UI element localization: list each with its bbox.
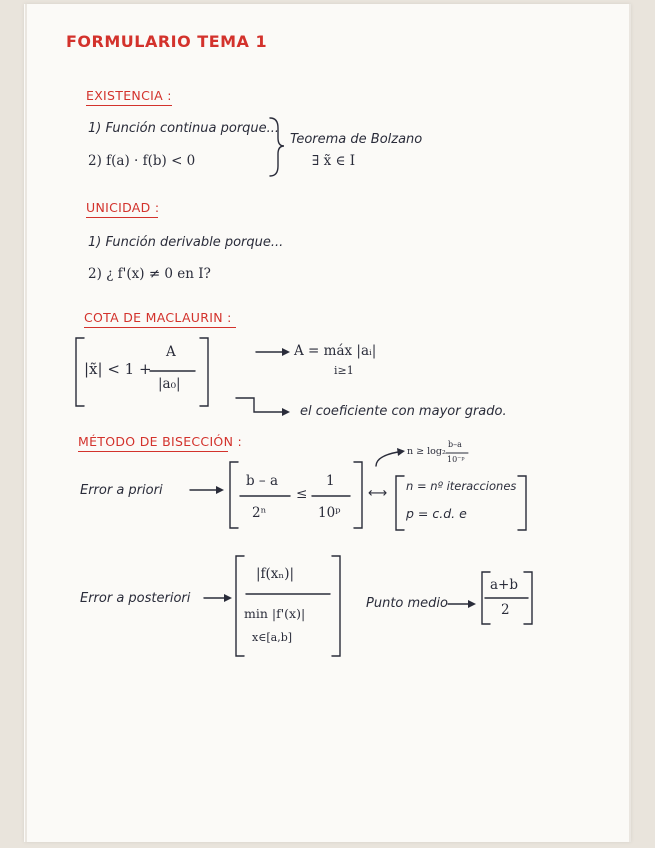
existencia-heading: EXISTENCIA : xyxy=(86,88,172,103)
existencia-item-1: 1) Función continua porque... xyxy=(88,121,280,136)
priori-arrow-head xyxy=(216,486,224,494)
maclaurin-numerator: A xyxy=(166,344,176,360)
n-formula-arrow-head xyxy=(397,448,405,456)
existencia-underline xyxy=(86,105,172,106)
niter-right-bracket xyxy=(518,476,526,530)
exists-x-in-i: ∃ x̃ ∈ I xyxy=(312,153,356,169)
unicidad-underline xyxy=(86,217,158,218)
error-posteriori-label: Error a posteriori xyxy=(80,591,191,606)
maclaurin-lhs: |x̃| < 1 + xyxy=(84,360,152,378)
posteriori-right-bracket xyxy=(332,556,340,656)
posteriori-arrow-head xyxy=(224,594,232,602)
biseccion-underline xyxy=(78,451,228,452)
priori-frac2-numerator: 1 xyxy=(326,473,335,489)
priori-frac1-denominator: 2ⁿ xyxy=(252,505,267,521)
maclaurin-heading: COTA DE MACLAURIN : xyxy=(84,310,232,325)
midpoint-label: Punto medio xyxy=(366,596,448,611)
n-formula-numerator: b–a xyxy=(448,440,462,449)
priori-frac1-numerator: b – a xyxy=(246,473,279,489)
midpoint-numerator: a+b xyxy=(490,577,519,593)
biseccion-heading: MÉTODO DE BISECCIÓN : xyxy=(78,434,243,449)
n-formula-arrow-line xyxy=(376,452,398,466)
priori-left-bracket xyxy=(230,462,238,528)
p-definition: p = c.d. e xyxy=(406,506,467,521)
page-title: FORMULARIO TEMA 1 xyxy=(66,32,268,51)
unicidad-item-1: 1) Función derivable porque... xyxy=(88,235,284,250)
n-formula-denominator: 10⁻ᵖ xyxy=(447,455,465,464)
existencia-item-2: 2) f(a) · f(b) < 0 xyxy=(88,153,196,169)
maclaurin-right-bracket xyxy=(200,338,208,406)
coef-elbow-arrow-head xyxy=(282,408,290,416)
equivalence-arrow: ⟷ xyxy=(368,485,388,501)
priori-right-bracket xyxy=(354,462,362,528)
maclaurin-denominator: |a₀| xyxy=(158,376,181,392)
n-definition: n = nº iteracciones xyxy=(406,479,517,493)
maclaurin-left-bracket xyxy=(76,338,84,406)
maclaurin-underline xyxy=(84,327,236,328)
coef-elbow-arrow-line xyxy=(236,398,282,412)
n-formula-prefix: n ≥ log₂ xyxy=(407,446,446,457)
a-definition: A = máx |aᵢ| xyxy=(294,343,377,359)
error-priori-label: Error a priori xyxy=(80,483,163,498)
coefficient-note: el coeficiente con mayor grado. xyxy=(300,404,507,419)
posteriori-subscript: x∈[a,b] xyxy=(252,631,293,644)
priori-frac2-denominator: 10ᵖ xyxy=(318,505,341,521)
posteriori-numerator: |f(xₙ)| xyxy=(256,566,295,582)
posteriori-left-bracket xyxy=(236,556,244,656)
midpoint-denominator: 2 xyxy=(501,602,510,618)
unicidad-heading: UNICIDAD : xyxy=(86,200,160,215)
niter-left-bracket xyxy=(396,476,404,530)
a-def-arrow-head xyxy=(282,348,290,356)
priori-leq: ≤ xyxy=(296,486,308,502)
unicidad-item-2: 2) ¿ f'(x) ≠ 0 en I? xyxy=(88,266,211,282)
posteriori-denominator: min |f'(x)| xyxy=(244,606,306,621)
bolzano-theorem: Teorema de Bolzano xyxy=(290,132,423,147)
midpoint-arrow-head xyxy=(468,600,476,608)
a-definition-subscript: i≥1 xyxy=(334,364,354,377)
